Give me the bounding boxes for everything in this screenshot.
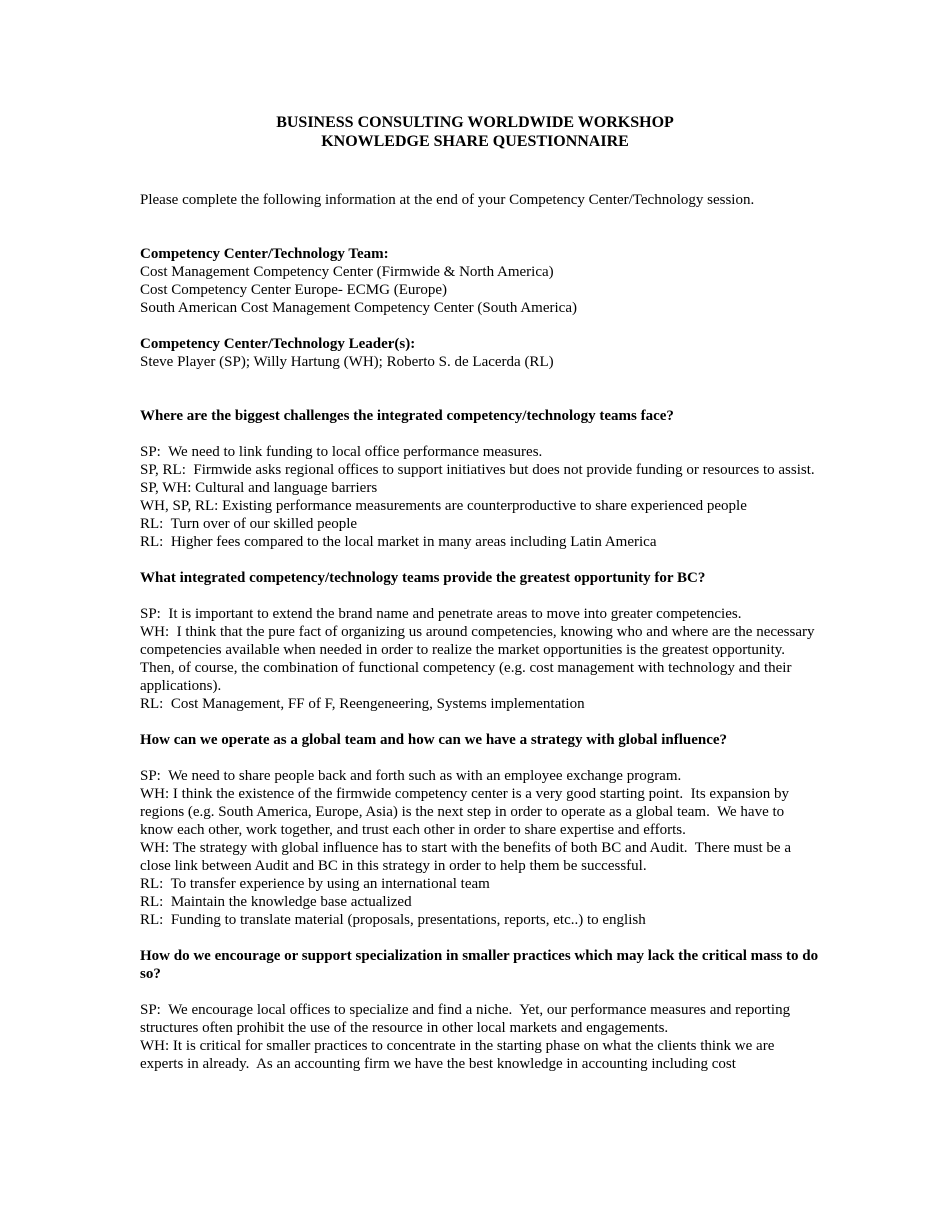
- answer-line: SP, RL: Firmwide asks regional offices to support initiatives but does not provide funding or resources to assist.: [140, 462, 815, 478]
- question-heading: How do we encourage or support specialization in smaller practices which may lack the critical mass to do so?: [140, 948, 822, 982]
- answer-line: SP: We encourage local offices to specialize and find a niche. Yet, our performance measures and reporting structures often prohibit the use of the resource in other local markets and engagements.: [140, 1002, 794, 1036]
- question-section: [140, 731, 820, 929]
- question-section: [140, 947, 820, 1073]
- answer-line: SP: We need to link funding to local office performance measures.: [140, 444, 543, 460]
- team-line: South American Cost Management Competency Center (South America): [140, 300, 577, 316]
- answer-line: RL: Turn over of our skilled people: [140, 516, 358, 532]
- answer-line: RL: To transfer experience by using an international team: [140, 876, 490, 892]
- leaders-section: [140, 335, 820, 371]
- question-section: [140, 569, 820, 713]
- question-heading: Where are the biggest challenges the integrated competency/technology teams face?: [140, 408, 674, 424]
- team-line: Cost Competency Center Europe- ECMG (Europe): [140, 282, 448, 298]
- answer-line: WH: The strategy with global influence has to start with the benefits of both BC and Audit. There must be a close link between Audit and BC in this strategy in order to help them be successful.: [140, 840, 795, 874]
- answer-line: RL: Maintain the knowledge base actualized: [140, 894, 412, 910]
- leaders-line: Steve Player (SP); Willy Hartung (WH); Roberto S. de Lacerda (RL): [140, 354, 554, 370]
- answer-line: RL: Higher fees compared to the local market in many areas including Latin America: [140, 534, 657, 550]
- answer-line: WH: I think the existence of the firmwide competency center is a very good starting point. Its expansion by regions (e.g. South America, Europe, Asia) is the next step in order to operate as a global team. We have to know each other, work together, and trust each other in order to share expertise and efforts.: [140, 786, 793, 838]
- question-heading: What integrated competency/technology teams provide the greatest opportunity for BC?: [140, 570, 706, 586]
- intro-text: Please complete the following information at the end of your Competency Center/Technology session.: [140, 192, 755, 208]
- document-body: [140, 191, 820, 1073]
- answer-line: WH: It is critical for smaller practices to concentrate in the starting phase on what the clients think we are experts in already. As an accounting firm we have the best knowledge in accounting including cost: [140, 1038, 779, 1072]
- team-section: [140, 245, 820, 317]
- leaders-heading: Competency Center/Technology Leader(s):: [140, 336, 416, 352]
- answer-line: WH: I think that the pure fact of organizing us around competencies, knowing who and where are the necessary competencies available when needed in order to realize the market opportunities is the greatest opportunity. Then, of course, the combination of functional competency (e.g. cost management with technology and their applications).: [140, 624, 819, 694]
- answer-line: RL: Cost Management, FF of F, Reengeneering, Systems implementation: [140, 696, 585, 712]
- answer-line: SP: We need to share people back and forth such as with an employee exchange program.: [140, 768, 682, 784]
- question-heading: How can we operate as a global team and how can we have a strategy with global influence?: [140, 732, 728, 748]
- title-line-2: KNOWLEDGE SHARE QUESTIONNAIRE: [321, 133, 629, 150]
- answer-line: WH, SP, RL: Existing performance measurements are counterproductive to share experienced people: [140, 498, 747, 514]
- team-heading: Competency Center/Technology Team:: [140, 246, 389, 262]
- team-line: Cost Management Competency Center (Firmwide & North America): [140, 264, 554, 280]
- answer-line: SP: It is important to extend the brand name and penetrate areas to move into greater competencies.: [140, 606, 742, 622]
- answer-line: SP, WH: Cultural and language barriers: [140, 480, 378, 496]
- title-line-1: BUSINESS CONSULTING WORLDWIDE WORKSHOP: [276, 114, 674, 131]
- document-title: [0, 113, 950, 151]
- answer-line: RL: Funding to translate material (proposals, presentations, reports, etc..) to english: [140, 912, 646, 928]
- question-section: [140, 407, 820, 551]
